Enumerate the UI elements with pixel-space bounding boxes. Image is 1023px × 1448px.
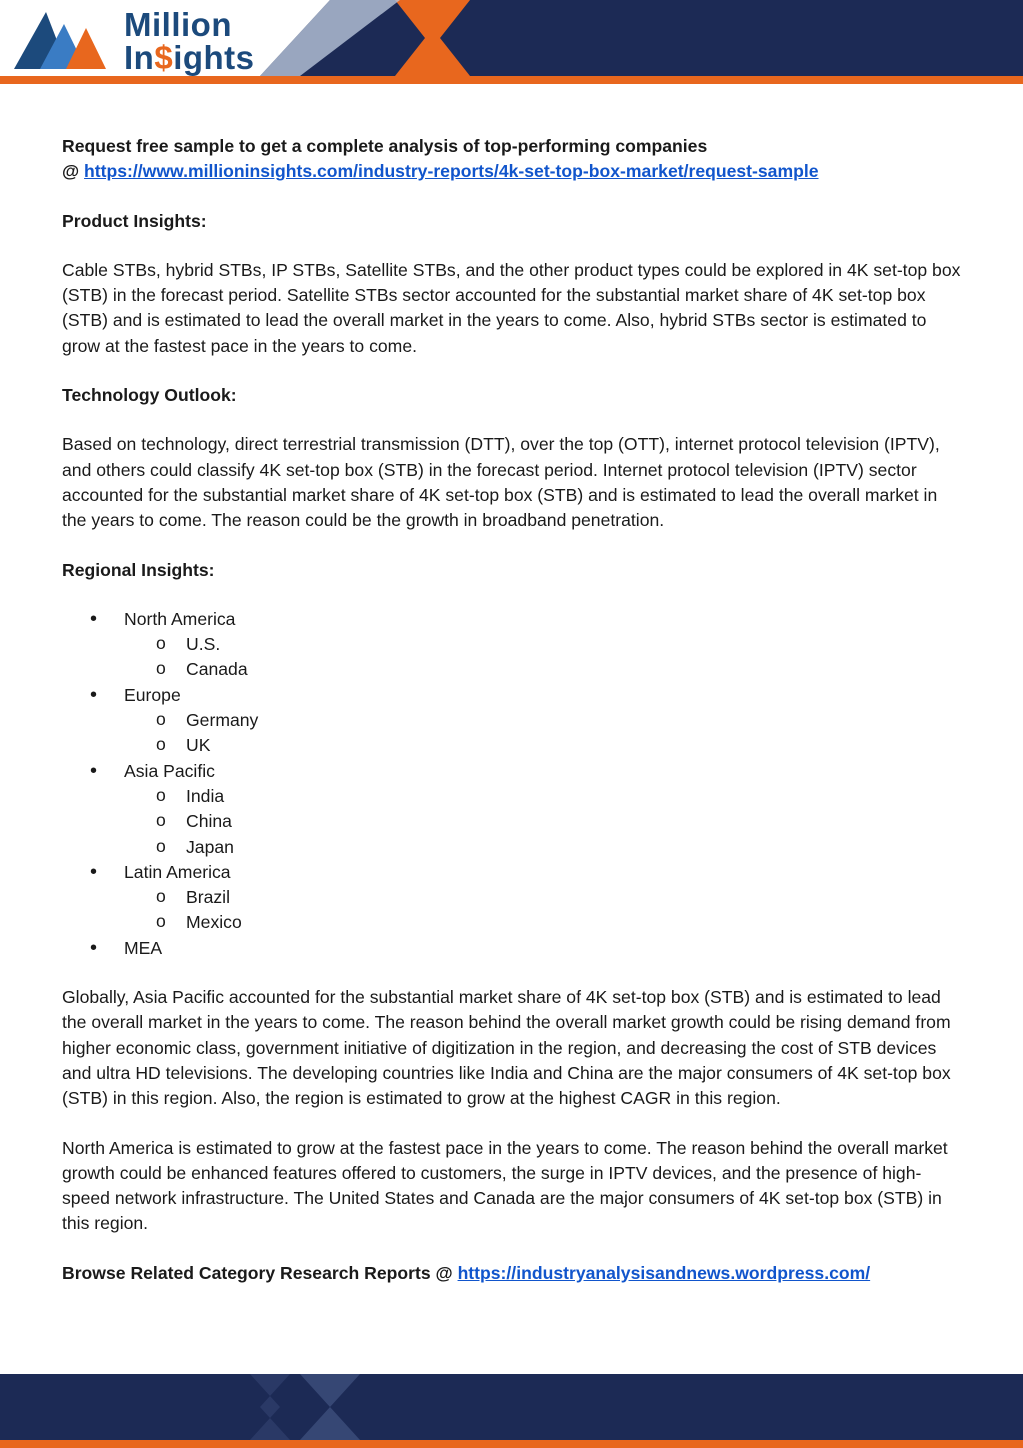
list-item: • Europe o Germany o UK [62,683,966,759]
list-item: o UK [124,733,966,758]
regional-paragraph-north-america: North America is estimated to grow at the fastest pace in the years to come. The reason behind the overall market growth could be enhanced features offered to customers, the surge in IPTV devices, and the presence of high-speed network infrastructure. The United States and Canada are the major consumers of 4K set-top box (STB) in this region. [62,1137,948,1234]
brand-name-line2: In$ights [124,39,255,76]
country-list [124,784,966,860]
sample-request-link[interactable]: https://www.millioninsights.com/industry-reports/4k-set-top-box-market/request-sample [84,161,819,182]
list-item: o U.S. [124,632,966,657]
regional-insights-heading: Regional Insights: [62,559,215,580]
list-item: o Brazil [124,885,966,910]
brand-logo [14,4,254,76]
sample-request-text: Request free sample to get a complete analysis of top-performing companies [62,136,708,156]
list-item: o India [124,784,966,809]
country-list [124,708,966,759]
list-item: • Asia Pacific o India o China o Japan [62,759,966,860]
list-item: o China [124,809,966,834]
page-header [0,0,1023,84]
brand-name [124,8,255,74]
list-item: o Japan [124,835,966,860]
list-item: o Germany [124,708,966,733]
browse-related-link[interactable]: https://industryanalysisandnews.wordpress.com/ [457,1262,871,1283]
region-list [62,607,966,961]
technology-outlook-heading: Technology Outlook: [62,385,237,406]
brand-name-line1: Million [124,6,232,43]
list-item: • North America o U.S. o Canada [62,607,966,683]
footer-banner-graphic [0,1374,1023,1448]
browse-related-reports [62,1261,966,1286]
list-item: o Mexico [124,910,966,935]
product-insights-heading: Product Insights: [62,210,207,231]
product-insights-body: Cable STBs, hybrid STBs, IP STBs, Satellite STBs, and the other product types could be explored in 4K set-top box (STB) in the forecast period. Satellite STBs sector accounted for the substantial market share of 4K set-top box (STB) and is estimated to lead the overall market in the years to come. Also, hybrid STBs sector is estimated to grow at the fastest pace in the years to come. [62,259,961,356]
list-item: • Latin America o Brazil o Mexico [62,860,966,936]
regional-paragraph-asia: Globally, Asia Pacific accounted for the substantial market share of 4K set-top box (STB) and is estimated to lead the overall market in the years to come. The reason behind the overall market growth could be rising demand from higher economic class, government initiative of digitization in the region, and decreasing the cost of STB devices and ultra HD televisions. The developing countries like India and China are the major consumers of 4K set-top box (STB) in this region. Also, the region is estimated to grow at the highest CAGR in this region. [62,987,951,1109]
sample-request [62,134,966,185]
sample-at-sign: @ [62,161,85,182]
page-footer [0,1374,1023,1448]
browse-related-text: Browse Related Category Research Reports @ [62,1262,458,1283]
list-item: o Canada [124,657,966,682]
country-list [124,632,966,683]
list-item: • MEA [62,936,966,961]
country-list [124,885,966,936]
technology-outlook-body: Based on technology, direct terrestrial transmission (DTT), over the top (OTT), internet protocol television (IPTV), and others could classify 4K set-top box (STB) in the forecast period. Internet protocol television (IPTV) sector accounted for the substantial market share of 4K set-top box (STB) and is estimated to lead the overall market in the years to come. The reason could be the growth in broadband penetration. [62,434,940,531]
document-body [62,134,966,1310]
logo-mark-icon [14,4,114,74]
